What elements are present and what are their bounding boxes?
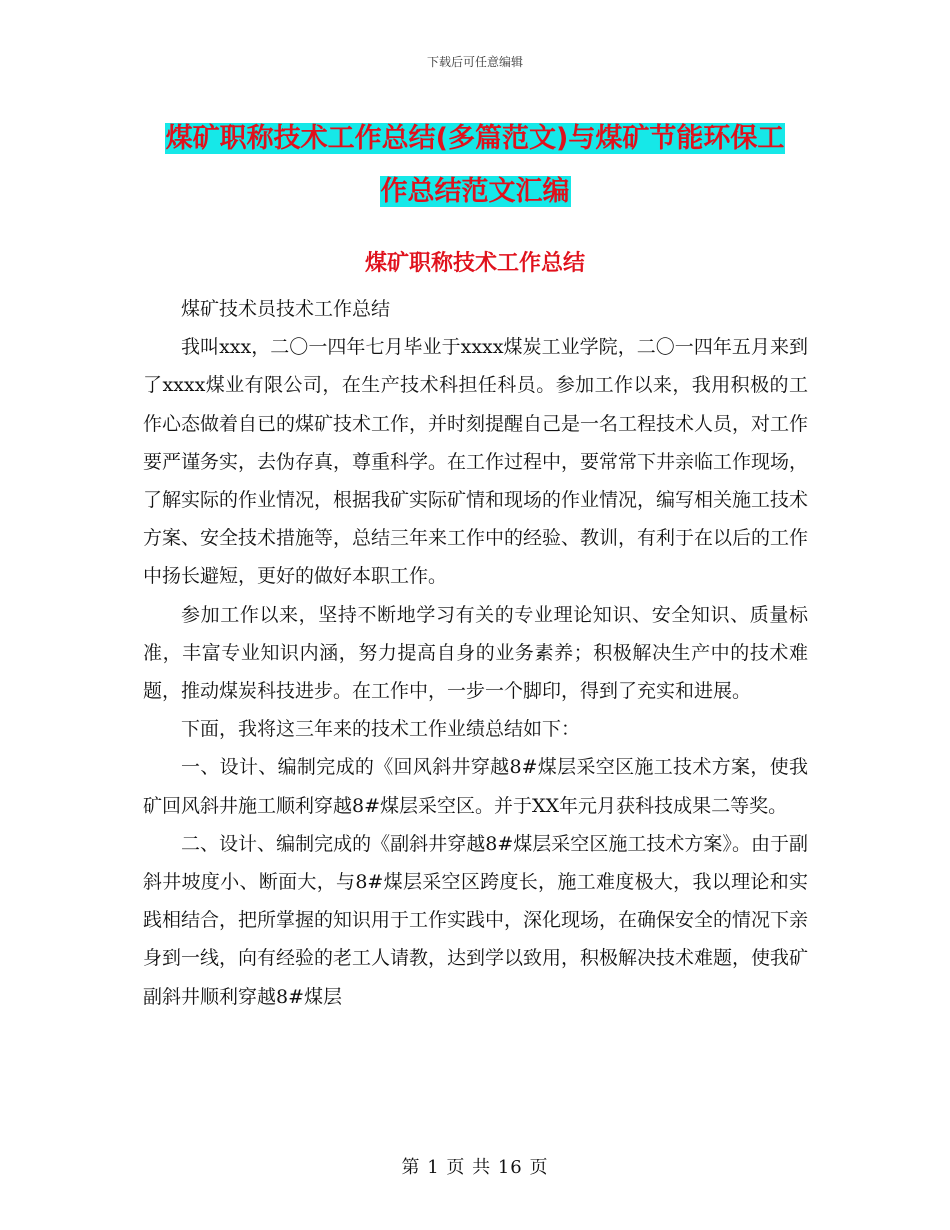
paragraph: 二、设计、编制完成的《副斜井穿越8#煤层采空区施工技术方案》。由于副斜井坡度小、断面大，与8#煤层采空区跨度长，施工难度极大，我以理论和实践相结合，把所掌握的知识用于工作实践中，深化现场，在确保安全的情况下亲身到一线，向有经验的老工人请教，达到学以致用，积极解决技术难题，使我矿副斜井顺利穿越8#煤层 — [143, 832, 809, 1008]
paragraph: 我叫xxx，二〇一四年七月毕业于xxxx煤炭工业学院，二〇一四年五月来到了xxxx煤业有限公司，在生产技术科担任科员。参加工作以来，我用积极的工作心态做着自已的煤矿技术工作，并时刻提醒自己是一名工程技术人员，对工作要严谨务实，去伪存真，尊重科学。在工作过程中，要常常下井亲临工作现场，了解实际的作业情况，根据我矿实际矿情和现场的作业情况，编写相关施工技术方案、安全技术措施等，总结三年来工作中的经验、教训，有利于在以后的工作中扬长避短，更好的做好本职工作。 — [143, 336, 809, 588]
document-title — [0, 112, 950, 218]
page-footer: 第 1 页 共 16 页 — [401, 1157, 549, 1178]
title-line-1: 煤矿职称技术工作总结(多篇范文)与煤矿节能环保工 — [165, 123, 785, 154]
paragraph: 一、设计、编制完成的《回风斜井穿越8#煤层采空区施工技术方案，使我矿回风斜井施工顺利穿越8#煤层采空区。并于XX年元月获科技成果二等奖。 — [143, 756, 808, 817]
page-header: 下载后可任意编辑 — [426, 55, 523, 69]
section-title: 煤矿职称技术工作总结 — [364, 251, 585, 276]
paragraph: 参加工作以来，坚持不断地学习有关的专业理论知识、安全知识、质量标准，丰富专业知识内涵，努力提高自身的业务素养；积极解决生产中的技术难题，推动煤炭科技进步。在工作中，一步一个脚印，得到了充实和进展。 — [143, 603, 808, 703]
body-text — [143, 290, 808, 1016]
paragraph: 煤矿技术员技术工作总结 — [181, 298, 391, 320]
paragraph: 下面，我将这三年来的技术工作业绩总结如下： — [181, 718, 581, 741]
title-line-2: 作总结范文汇编 — [380, 176, 570, 207]
